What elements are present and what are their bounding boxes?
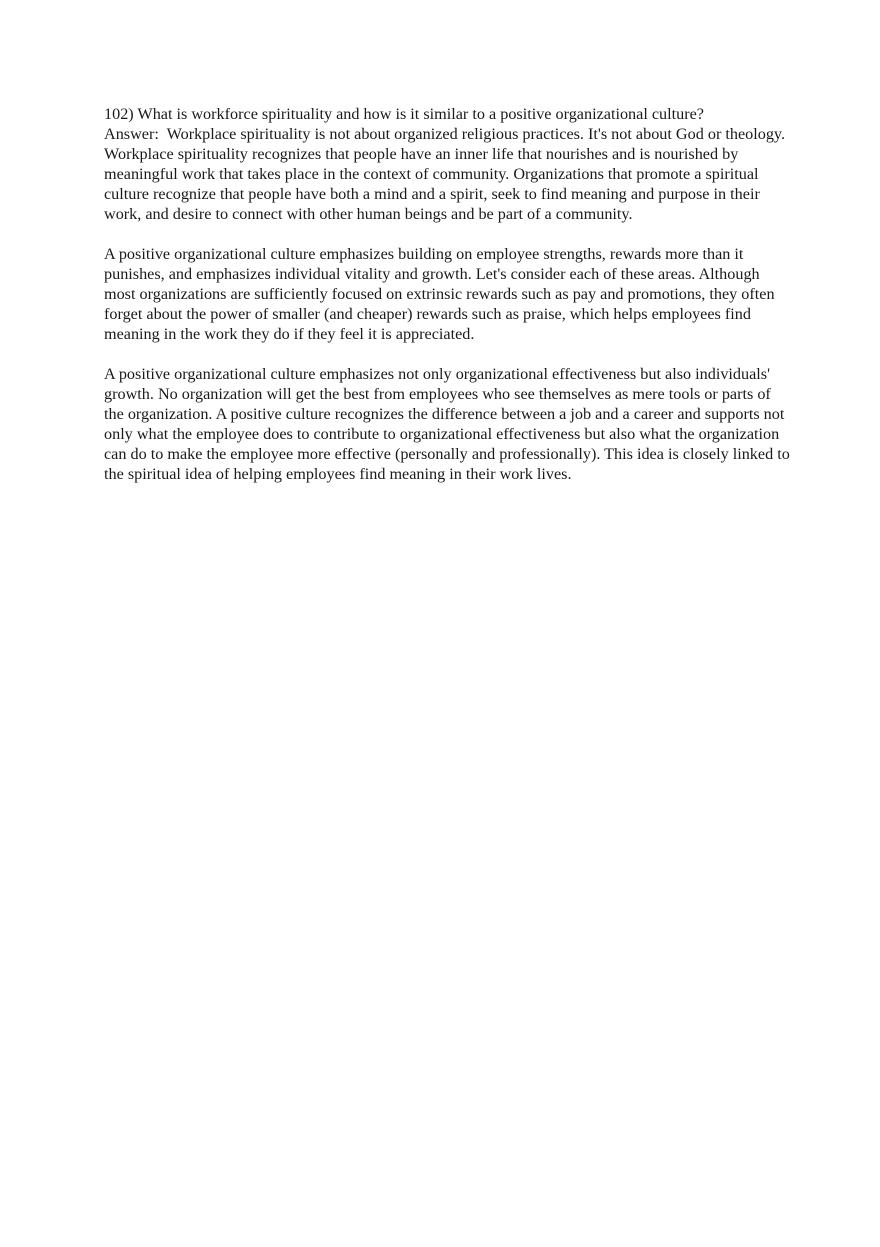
answer-label: Answer: bbox=[104, 125, 159, 143]
question-text: 102) What is workforce spirituality and how is it similar to a positive organizational culture? bbox=[104, 105, 704, 123]
answer-text: Workplace spirituality is not about organized religious practices. It's not about God or theology. Workplace spirituality recognizes that people have an inner life that nourishes and is nourished by meaningful work that takes place in the context of community. Organizations that promote a spiritual culture recognize that people have both a mind and a spirit, seek to find meaning and purpose in their work, and desire to connect with other human beings and be part of a community. bbox=[104, 125, 786, 223]
document-body bbox=[104, 104, 794, 484]
paragraph-positive-culture: A positive organizational culture emphasizes building on employee strengths, rewards more than it punishes, and emphasizes individual vitality and growth. Let's consider each of these areas. Although most organizations are sufficiently focused on extrinsic rewards such as pay and promotions, they often forget about the power of smaller (and cheaper) rewards such as praise, which helps employees find meaning in the work they do if they feel it is appreciated. bbox=[104, 245, 775, 343]
paragraph-individual-growth: A positive organizational culture emphasizes not only organizational effectiveness but also individuals' growth. No organization will get the best from employees who see themselves as mere tools or parts of the organization. A positive culture recognizes the difference between a job and a career and supports not only what the employee does to contribute to organizational effectiveness but also what the organization can do to make the employee more effective (personally and professionally). This idea is closely linked to the spiritual idea of helping employees find meaning in their work lives. bbox=[104, 365, 790, 483]
answer-paragraph bbox=[104, 124, 794, 224]
